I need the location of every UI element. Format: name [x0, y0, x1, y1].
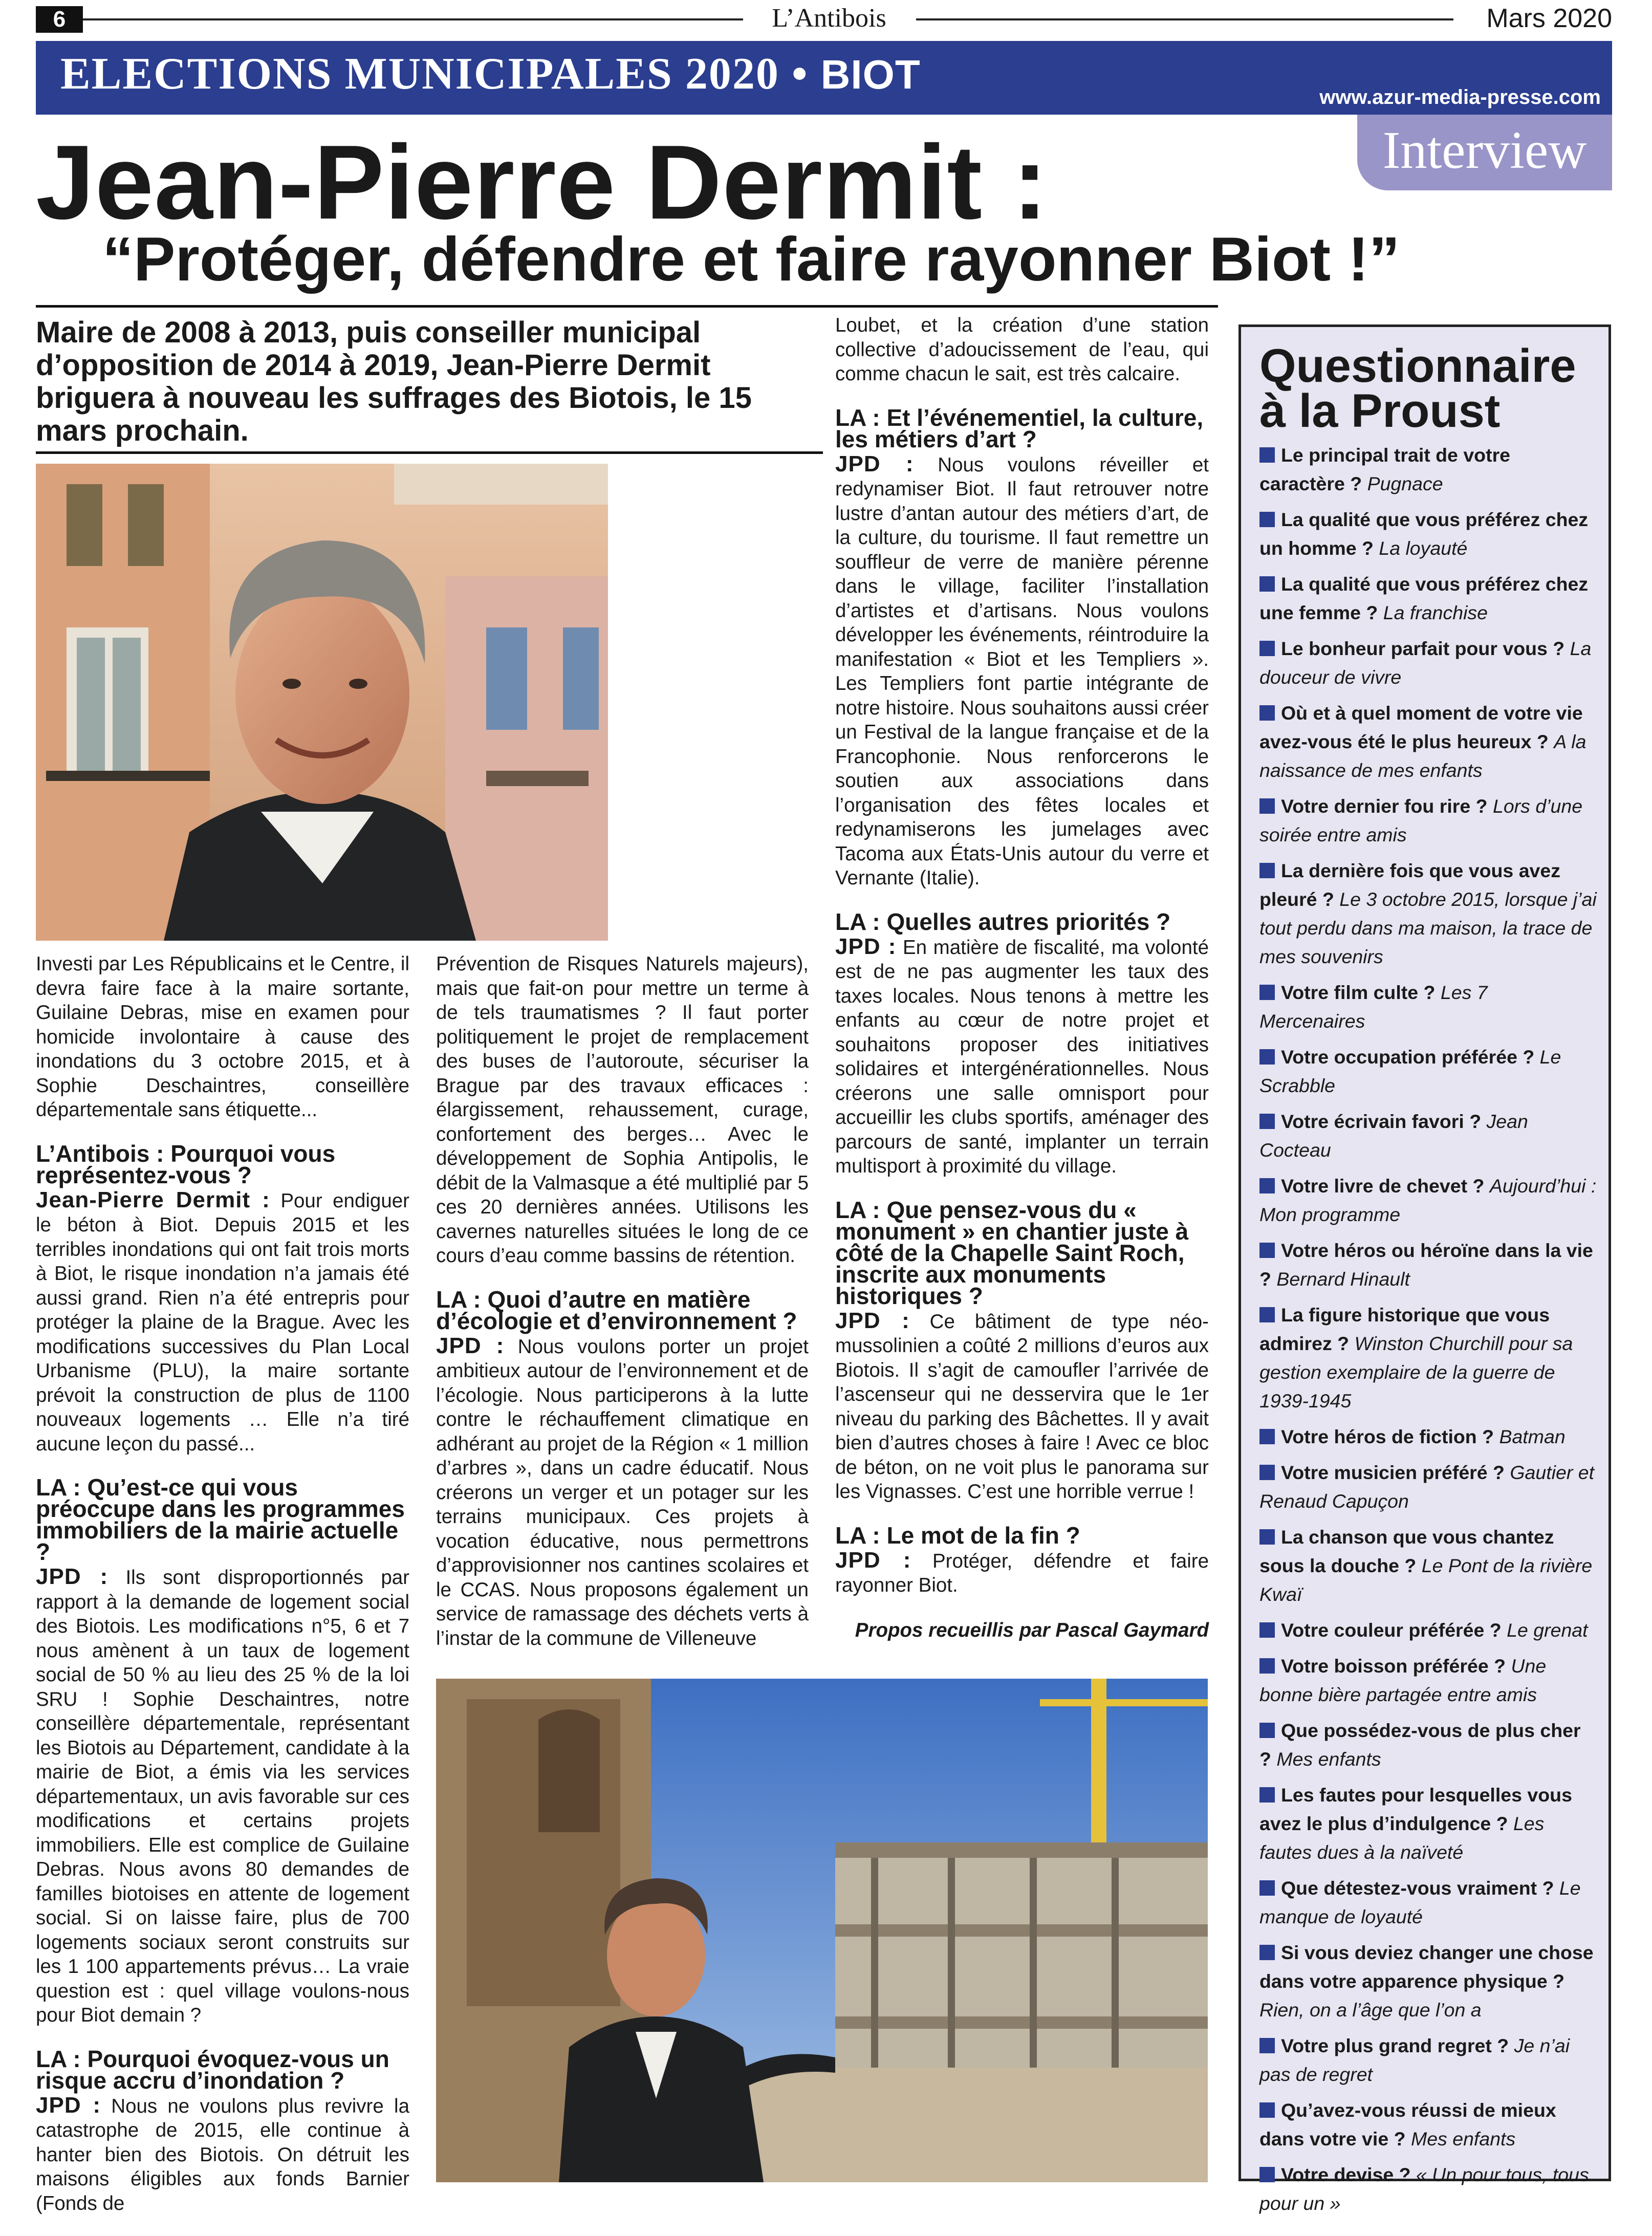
questionnaire-answer: Winston Churchill pour sa gestion exemplaire de la guerre de 1939-1945: [1259, 1333, 1573, 1412]
square-bullet-icon: [1259, 705, 1275, 721]
questionnaire-question: Qu’avez-vous réussi de mieux dans votre vie ?: [1259, 2099, 1556, 2150]
questionnaire-question: Si vous deviez changer une chose dans votre apparence physique ?: [1259, 1942, 1594, 1992]
answer-2: [36, 1565, 409, 2028]
header-rule-left: [83, 18, 743, 20]
questionnaire-item: [1259, 1874, 1597, 1931]
answer-6: [835, 935, 1209, 1179]
questionnaire-answer: Le Scrabble: [1259, 1046, 1561, 1096]
sidebar-title-line-1: Questionnaire: [1259, 340, 1576, 392]
answer-4-text: Nous voulons porter un projet ambitieux autour de l’environnement et de l’écologie. Nous participerons à la lutte contre le réchauffement climatique en adhérant au projet de la Région « 1 million d’arbres », dans un cadre éducatif. Nous créerons un verger et un potager sur les terrains municipaux. Ces projets à vocation éducative, nous permettrons d’approvisionner nos cantines scolaires et le CCAS. Nous proposons également un service de ramassage des déchets verts à l’instar de la commune de Villeneuve: [436, 1335, 809, 1649]
square-bullet-icon: [1259, 863, 1275, 878]
questionnaire-answer: Lors d’une soirée entre amis: [1259, 795, 1583, 845]
questionnaire-question: Que possédez-vous de plus cher ?: [1259, 1720, 1581, 1770]
square-bullet-icon: [1259, 1465, 1275, 1480]
questionnaire-answer: Mes enfants: [1276, 1748, 1381, 1770]
questionnaire-item: [1259, 1938, 1597, 2024]
questionnaire-question: Votre héros de fiction ?: [1281, 1426, 1494, 1447]
questionnaire-answer: Le manque de loyauté: [1259, 1877, 1581, 1927]
answer-3-speaker: JPD :: [36, 2092, 101, 2118]
questionnaire-item: [1259, 699, 1597, 785]
questionnaire-question: Votre musicien préféré ?: [1281, 1462, 1505, 1483]
square-bullet-icon: [1259, 1787, 1275, 1803]
question-4: LA : Quoi d’autre en matière d’écologie et d’environnement ?: [436, 1286, 797, 1334]
lead-rule: [36, 451, 823, 454]
square-bullet-icon: [1259, 1307, 1275, 1322]
banner-subtitle: BIOT: [820, 52, 921, 97]
questionnaire-question: Votre écrivain favori ?: [1281, 1111, 1482, 1132]
questionnaire-item: [1259, 1236, 1597, 1293]
questionnaire-item: [1259, 1616, 1597, 1644]
questionnaire-item: [1259, 2160, 1597, 2218]
questionnaire-item: [1259, 1458, 1597, 1515]
headline: Jean-Pierre Dermit :: [36, 123, 1048, 241]
questionnaire-question: Les fautes pour lesquelles vous avez le plus d’indulgence ?: [1259, 1784, 1572, 1834]
square-bullet-icon: [1259, 1945, 1275, 1960]
questionnaire-question: Votre dernier fou rire ?: [1281, 795, 1488, 817]
answer-4-speaker: JPD :: [436, 1333, 505, 1358]
square-bullet-icon: [1259, 1243, 1275, 1258]
square-bullet-icon: [1259, 985, 1275, 1000]
answer-1-speaker: Jean-Pierre Dermit :: [36, 1187, 270, 1212]
sidebar-title-line-2: à la Proust: [1259, 385, 1501, 437]
questionnaire-question: Votre boisson préférée ?: [1281, 1655, 1506, 1677]
banner-title: [60, 46, 921, 103]
questionnaire-question: Votre occupation préférée ?: [1281, 1046, 1535, 1068]
question-6: LA : Quelles autres priorités ?: [835, 908, 1171, 935]
header-rule-right: [916, 18, 1453, 20]
questionnaire-item: [1259, 634, 1597, 691]
square-bullet-icon: [1259, 2167, 1275, 2182]
questionnaire-question: Que détestez-vous vraiment ?: [1281, 1877, 1554, 1899]
questionnaire-answer: Mes enfants: [1410, 2128, 1516, 2150]
questionnaire-answer: La loyauté: [1379, 537, 1468, 559]
questionnaire-item: [1259, 1523, 1597, 1609]
section-banner: [36, 41, 1612, 115]
questionnaire-item: [1259, 1716, 1597, 1773]
article-column-3: [835, 313, 1209, 1663]
questionnaire-answer: Jean Cocteau: [1259, 1111, 1528, 1161]
questionnaire-item: [1259, 792, 1597, 849]
square-bullet-icon: [1259, 447, 1275, 463]
questionnaire-question: Votre couleur préférée ?: [1281, 1619, 1502, 1641]
answer-8-text: Protéger, défendre et faire rayonner Biot.: [835, 1550, 1209, 1596]
questionnaire-question: Votre plus grand regret ?: [1281, 2035, 1509, 2056]
issue-date: Mars 2020: [1486, 4, 1612, 33]
questionnaire-answer: Le Pont de la rivière Kwaï: [1259, 1555, 1593, 1605]
questionnaire-item: [1259, 1652, 1597, 1709]
page-number: 6: [36, 6, 83, 33]
questionnaire-answer: Pugnace: [1367, 473, 1443, 494]
subheadline: “Protéger, défendre et faire rayonner Biot !”: [102, 224, 1400, 294]
publication-name: L’Antibois: [772, 4, 886, 33]
answer-5-text: Nous voulons réveiller et redynamiser Biot. Il faut retrouver notre lustre d’antan autour des métiers d’art, de la culture, du tourisme. Il faut remettre un souffleur de verre de manière pérenne dans le village, faciliter l’installation d’artistes et d’artisans. Nous voulons développer les événements, réintroduire la manifestation « Biot et les Templiers ». Les Templiers font partie intégrante de notre histoire. Nous souhaitons aussi créer un Festival de la langue française et de la Francophonie. Nous renforcerons le soutien aux associations dans l’organisation des fêtes locales et redynamiserons les jumelages avec Tacoma aux États-Unis autour du verre et Vernante (Italie).: [835, 453, 1209, 889]
column-2-continuation: Prévention de Risques Naturels majeurs), mais que fait-on pour mettre un terme à de tels traumatismes ? Il faut porter politiquement le projet de remplacement des buses de l’autoroute, sécuriser la Brague par des travaux efficaces : élargissement, rehaussement, curage, confortement des berges… Avec le développement de Sophia Antipolis, le débit de la Valmasque a été multiplié par 5 ces 20 dernières années. Utilisons les cavernes naturelles situées le long de ce cours d’eau comme bassins de rétention.: [436, 953, 809, 1267]
questionnaire-item: [1259, 441, 1597, 498]
square-bullet-icon: [1259, 1114, 1275, 1129]
answer-5: [835, 452, 1209, 891]
author-signature: Propos recueillis par Pascal Gaymard: [855, 1619, 1209, 1641]
questionnaire-item: [1259, 2096, 1597, 2153]
questionnaire-answer: Gautier et Renaud Capuçon: [1259, 1462, 1595, 1512]
square-bullet-icon: [1259, 1723, 1275, 1738]
intro-paragraph: Investi par Les Républicains et le Centre, il devra faire face à la maire sortante, Guilaine Debras, mise en examen pour homicide involontaire à cause des inondations du 3 octobre 2015, et à Sophie Deschaintres, conseillère départementale sans étiquette...: [36, 953, 409, 1121]
answer-2-speaker: JPD :: [36, 1564, 108, 1589]
questionnaire-answer: La douceur de vivre: [1259, 638, 1592, 688]
question-8: LA : Le mot de la fin ?: [835, 1522, 1080, 1549]
questionnaire-answer: Aujourd’hui : Mon programme: [1259, 1175, 1597, 1225]
lead-paragraph: Maire de 2008 à 2013, puis conseiller municipal d’opposition de 2014 à 2019, Jean-Pierre Dermit briguera à nouveau les suffrages des Biotois, le 15 mars prochain.: [36, 316, 752, 447]
answer-8-speaker: JPD :: [835, 1547, 911, 1573]
question-1: L’Antibois : Pourquoi vous représentez-vous ?: [36, 1140, 336, 1188]
article-column-2: [436, 952, 809, 1671]
square-bullet-icon: [1259, 1622, 1275, 1638]
questionnaire-item: [1259, 1107, 1597, 1164]
question-5: LA : Et l’événementiel, la culture, les métiers d’art ?: [835, 404, 1204, 452]
questionnaire-item: [1259, 1300, 1597, 1415]
answer-5-speaker: JPD :: [835, 451, 914, 476]
square-bullet-icon: [1259, 2102, 1275, 2118]
sidebar-title: [1259, 340, 1576, 437]
questionnaire-item: [1259, 505, 1597, 562]
questionnaire-question: Votre livre de chevet ?: [1281, 1175, 1485, 1197]
square-bullet-icon: [1259, 1049, 1275, 1065]
questionnaire-item: [1259, 978, 1597, 1035]
questionnaire-question: Votre film culte ?: [1281, 982, 1436, 1003]
answer-1: [36, 1188, 409, 1457]
article-column-1: [36, 952, 409, 2236]
questionnaire-item: [1259, 1043, 1597, 1100]
square-bullet-icon: [1259, 1880, 1275, 1896]
square-bullet-icon: [1259, 1429, 1275, 1444]
portrait-photo: [36, 464, 608, 941]
construction-site-photo: [436, 1679, 1208, 2182]
questionnaire-question: Le bonheur parfait pour vous ?: [1281, 638, 1565, 659]
questionnaire-answer: Je n’ai pas de regret: [1259, 2035, 1570, 2085]
answer-6-text: En matière de fiscalité, ma volonté est de ne pas augmenter les taux des taxes locales. Nous tenons à mettre les enfants au cœur de notre projet et souhaitons proposer des initiatives solidaires et intergénérationnelles. Nous créerons une salle omnisport pour accueillir les clubs sportifs, aménager des parcours de santé, implanter un terrain multisport à proximité du village.: [835, 936, 1209, 1177]
question-7: LA : Que pensez-vous du « monument » en chantier juste à côté de la Chapelle Saint Roch, inscrite aux monuments historiques ?: [835, 1196, 1189, 1309]
questionnaire-answer: Bernard Hinault: [1276, 1268, 1410, 1290]
questionnaire-answer: Batman: [1499, 1426, 1566, 1447]
column-3-continuation: Loubet, et la création d’une station collective d’adoucissement de l’eau, qui comme chacun le sait, est très calcaire.: [835, 314, 1209, 385]
questionnaire-question: La chanson que vous chantez sous la douche ?: [1259, 1526, 1554, 1576]
questionnaire-answer: Le grenat: [1507, 1619, 1588, 1641]
question-3: LA : Pourquoi évoquez-vous un risque accru d’inondation ?: [36, 2045, 389, 2094]
questionnaire-item: [1259, 1422, 1597, 1451]
questionnaire-question: Votre devise ?: [1281, 2164, 1411, 2185]
square-bullet-icon: [1259, 512, 1275, 527]
questionnaire-item: [1259, 1781, 1597, 1866]
questionnaire-answer: Les 7 Mercenaires: [1259, 982, 1488, 1032]
questionnaire-answer: Rien, on a l’âge que l’on a: [1259, 1999, 1482, 2021]
banner-url[interactable]: www.azur-media-presse.com: [1319, 86, 1601, 108]
square-bullet-icon: [1259, 1529, 1275, 1545]
interview-tag: Interview: [1357, 115, 1612, 190]
headline-rule: [36, 305, 1218, 308]
answer-7-text: Ce bâtiment de type néo-mussolinien a coûté 2 millions d’euros aux Biotois. Il s’agit de camoufler l’arrivée de l’ascenseur qui ne desservira que le 1er niveau du parking des Bâchettes. Il y avait bien d’autres choses à faire ! Avec ce bloc de béton, on ne voit plus le panorama sur les Vignasses. C’est une horrible verrue !: [835, 1310, 1209, 1503]
answer-3: [36, 2093, 409, 2216]
questionnaire-question: Où et à quel moment de votre vie avez-vous été le plus heureux ?: [1259, 702, 1583, 752]
questionnaire-answer: La franchise: [1383, 602, 1488, 623]
questionnaire-item: [1259, 2031, 1597, 2089]
questionnaire-list: [1259, 441, 1597, 2225]
questionnaire-question: La qualité que vous préférez chez une femme ?: [1259, 573, 1589, 623]
portrait-photo-image: [36, 464, 608, 941]
banner-title-text: ELECTIONS MUNICIPALES 2020 •: [60, 49, 821, 99]
questionnaire-item: [1259, 856, 1597, 971]
questionnaire-question: La qualité que vous préférez chez un homme ?: [1259, 509, 1589, 559]
questionnaire-answer: A la naissance de mes enfants: [1259, 731, 1586, 781]
square-bullet-icon: [1259, 1658, 1275, 1674]
answer-7-speaker: JPD :: [835, 1308, 910, 1333]
answer-8: [835, 1548, 1209, 1598]
answer-3-text: Nous ne voulons plus revivre la catastrophe de 2015, elle continue à hanter bien des Biotois. On détruit les maisons éligibles aux fonds Barnier (Fonds de: [36, 2095, 409, 2215]
questionnaire-answer: Le 3 octobre 2015, lorsque j’ai tout perdu dans ma maison, la trace de mes souvenirs: [1259, 888, 1597, 967]
answer-4: [436, 1334, 809, 1651]
square-bullet-icon: [1259, 1178, 1275, 1193]
answer-6-speaker: JPD :: [835, 934, 897, 959]
square-bullet-icon: [1259, 576, 1275, 592]
answer-7: [835, 1309, 1209, 1504]
answer-2-text: Ils sont disproportionnés par rapport à la demande de logement social des Biotois. Les modifications n°5, 6 et 7 nous amènent à un taux de logement social de 50 % au lieu des 25 % de la loi SRU ! Sophie Deschaintres, notre conseillère départementale, représentant les Biotois au Département, candidate à la mairie de Biot, a émis via les services départementaux, un avis favorable sur ces modifications et certains projets immobiliers. Elle est complice de Guilaine Debras. Nous avons 80 demandes de familles biotoises en attente de logement social. Si on laisse faire, plus de 700 logements sociaux seront construits sur les 1 100 appartements prévus… La vraie question est : quel village voulons-nous pour Biot demain ?: [36, 1567, 409, 2026]
questionnaire-question: La figure historique que vous admirez ?: [1259, 1304, 1550, 1354]
questionnaire-item: [1259, 570, 1597, 627]
square-bullet-icon: [1259, 641, 1275, 656]
questionnaire-answer: Une bonne bière partagée entre amis: [1259, 1655, 1547, 1705]
question-2: LA : Qu’est-ce qui vous préoccupe dans les programmes immobiliers de la mairie actuelle ?: [36, 1474, 405, 1565]
square-bullet-icon: [1259, 798, 1275, 814]
questionnaire-answer: Les fautes dues à la naïveté: [1259, 1813, 1545, 1863]
questionnaire-question: Votre héros ou héroïne dans la vie ?: [1259, 1240, 1593, 1290]
questionnaire-answer: « Un pour tous, tous pour un »: [1259, 2164, 1589, 2214]
questionnaire-item: [1259, 1171, 1597, 1229]
square-bullet-icon: [1259, 2038, 1275, 2053]
proust-questionnaire-sidebar: [1238, 324, 1611, 2214]
construction-site-image: [436, 1679, 1208, 2182]
questionnaire-question: Le principal trait de votre caractère ?: [1259, 444, 1511, 494]
questionnaire-question: La dernière fois que vous avez pleuré ?: [1259, 860, 1561, 910]
answer-1-text: Pour endiguer le béton à Biot. Depuis 2015 et les terribles inondations qui ont fait trois morts à Biot, le risque inondation n’a jamais été aussi grand. Rien n’a été entrepris pour protéger la plaine de la Brague. Avec les modifications successives du Plan Local Urbanisme (PLU), la maire sortante prévoit la construction de plus de 1100 nouveaux logements … Elle n’a tiré aucune leçon du passé...: [36, 1189, 409, 1455]
